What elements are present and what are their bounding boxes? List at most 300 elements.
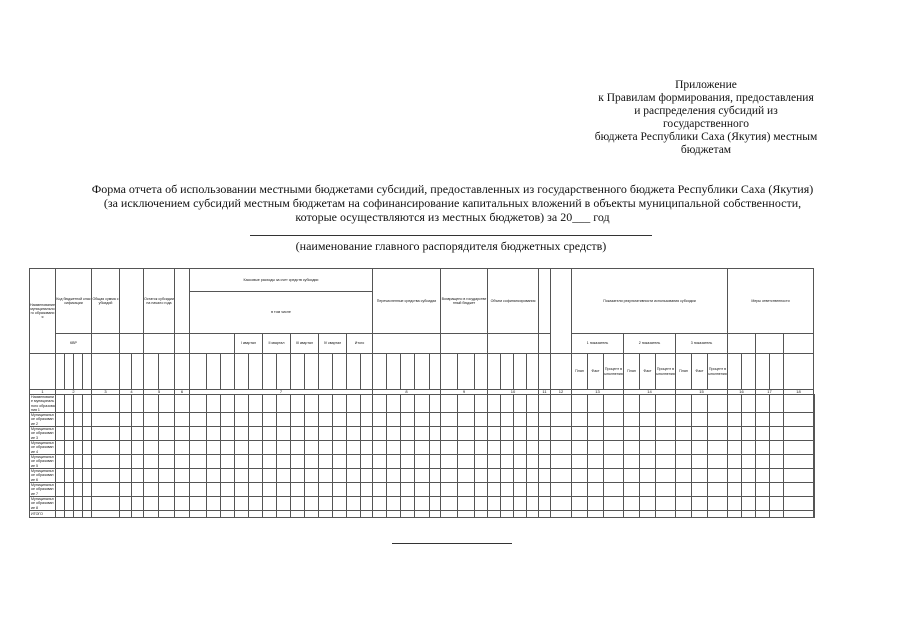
- table-cell[interactable]: [277, 413, 291, 427]
- table-cell[interactable]: [514, 395, 527, 413]
- table-cell[interactable]: [291, 455, 305, 469]
- table-cell[interactable]: [190, 469, 207, 483]
- table-cell[interactable]: [814, 455, 815, 469]
- table-cell[interactable]: [120, 455, 132, 469]
- table-cell[interactable]: [207, 469, 221, 483]
- table-cell[interactable]: [92, 469, 120, 483]
- table-cell[interactable]: [190, 441, 207, 455]
- table-cell[interactable]: [488, 497, 501, 511]
- table-cell[interactable]: [784, 395, 814, 413]
- table-cell[interactable]: [441, 497, 458, 511]
- table-cell[interactable]: [144, 413, 159, 427]
- table-cell[interactable]: [514, 441, 527, 455]
- table-cell[interactable]: [190, 483, 207, 497]
- table-cell[interactable]: [175, 469, 190, 483]
- table-cell[interactable]: [175, 395, 190, 413]
- table-cell[interactable]: [458, 427, 475, 441]
- table-cell[interactable]: [65, 483, 74, 497]
- table-cell[interactable]: [175, 427, 190, 441]
- table-cell[interactable]: [441, 469, 458, 483]
- table-cell[interactable]: [277, 441, 291, 455]
- table-cell[interactable]: [415, 483, 430, 497]
- table-cell[interactable]: [65, 497, 74, 511]
- table-cell[interactable]: [144, 395, 159, 413]
- table-cell[interactable]: [501, 511, 514, 518]
- table-cell[interactable]: [159, 511, 175, 518]
- table-cell[interactable]: [458, 455, 475, 469]
- table-cell[interactable]: [441, 427, 458, 441]
- table-cell[interactable]: [263, 413, 277, 427]
- table-cell[interactable]: [624, 469, 640, 483]
- table-cell[interactable]: [207, 427, 221, 441]
- table-cell[interactable]: [475, 469, 488, 483]
- table-cell[interactable]: [144, 483, 159, 497]
- table-cell[interactable]: [475, 395, 488, 413]
- table-cell[interactable]: [572, 427, 588, 441]
- table-cell[interactable]: [441, 511, 458, 518]
- table-cell[interactable]: [501, 483, 514, 497]
- table-cell[interactable]: [415, 395, 430, 413]
- table-cell[interactable]: [588, 413, 604, 427]
- table-cell[interactable]: [387, 483, 401, 497]
- table-cell[interactable]: [263, 511, 277, 518]
- table-cell[interactable]: [263, 441, 277, 455]
- table-cell[interactable]: [624, 511, 640, 518]
- table-cell[interactable]: [514, 469, 527, 483]
- table-cell[interactable]: [770, 441, 784, 455]
- table-cell[interactable]: [159, 497, 175, 511]
- table-cell[interactable]: [458, 395, 475, 413]
- table-cell[interactable]: [159, 441, 175, 455]
- table-cell[interactable]: [373, 511, 387, 518]
- table-cell[interactable]: [656, 483, 676, 497]
- table-cell[interactable]: [56, 441, 65, 455]
- table-cell[interactable]: [291, 497, 305, 511]
- table-cell[interactable]: [572, 497, 588, 511]
- table-cell[interactable]: [415, 455, 430, 469]
- table-cell[interactable]: [319, 455, 333, 469]
- table-cell[interactable]: [319, 469, 333, 483]
- table-cell[interactable]: [291, 441, 305, 455]
- table-cell[interactable]: [333, 497, 347, 511]
- table-cell[interactable]: [501, 427, 514, 441]
- table-cell[interactable]: [249, 441, 263, 455]
- table-cell[interactable]: [430, 469, 441, 483]
- table-cell[interactable]: [132, 441, 144, 455]
- table-cell[interactable]: [458, 497, 475, 511]
- table-cell[interactable]: [728, 427, 742, 441]
- table-cell[interactable]: [235, 469, 249, 483]
- table-cell[interactable]: [92, 455, 120, 469]
- table-cell[interactable]: [387, 395, 401, 413]
- table-cell[interactable]: [756, 469, 770, 483]
- table-cell[interactable]: [333, 395, 347, 413]
- table-cell[interactable]: [756, 427, 770, 441]
- table-cell[interactable]: [401, 427, 415, 441]
- table-cell[interactable]: [527, 511, 539, 518]
- table-cell[interactable]: [742, 413, 756, 427]
- table-cell[interactable]: [708, 511, 728, 518]
- table-cell[interactable]: [159, 427, 175, 441]
- table-cell[interactable]: [159, 413, 175, 427]
- table-cell[interactable]: [728, 413, 742, 427]
- table-cell[interactable]: [361, 511, 373, 518]
- table-cell[interactable]: [514, 455, 527, 469]
- table-cell[interactable]: [430, 483, 441, 497]
- table-cell[interactable]: [588, 483, 604, 497]
- table-cell[interactable]: [263, 455, 277, 469]
- table-cell[interactable]: [74, 427, 83, 441]
- table-cell[interactable]: [475, 441, 488, 455]
- table-cell[interactable]: [56, 395, 65, 413]
- table-cell[interactable]: [132, 497, 144, 511]
- table-cell[interactable]: [92, 511, 120, 518]
- table-cell[interactable]: [475, 497, 488, 511]
- table-cell[interactable]: [83, 413, 92, 427]
- table-cell[interactable]: [305, 413, 319, 427]
- table-cell[interactable]: [640, 395, 656, 413]
- table-cell[interactable]: [784, 413, 814, 427]
- table-cell[interactable]: [387, 469, 401, 483]
- table-cell[interactable]: [742, 469, 756, 483]
- table-cell[interactable]: [692, 413, 708, 427]
- table-cell[interactable]: [539, 395, 551, 413]
- table-cell[interactable]: [319, 413, 333, 427]
- table-cell[interactable]: [120, 441, 132, 455]
- table-cell[interactable]: [65, 395, 74, 413]
- table-cell[interactable]: [277, 483, 291, 497]
- table-cell[interactable]: [175, 497, 190, 511]
- table-cell[interactable]: [144, 441, 159, 455]
- table-cell[interactable]: [708, 455, 728, 469]
- table-cell[interactable]: [144, 455, 159, 469]
- table-cell[interactable]: [221, 455, 235, 469]
- table-cell[interactable]: [333, 483, 347, 497]
- table-cell[interactable]: [501, 455, 514, 469]
- table-cell[interactable]: [551, 483, 572, 497]
- table-cell[interactable]: [539, 469, 551, 483]
- table-cell[interactable]: [572, 511, 588, 518]
- table-cell[interactable]: [387, 497, 401, 511]
- table-cell[interactable]: [814, 441, 815, 455]
- table-cell[interactable]: [263, 483, 277, 497]
- table-cell[interactable]: [488, 441, 501, 455]
- table-cell[interactable]: [56, 455, 65, 469]
- table-cell[interactable]: [159, 455, 175, 469]
- table-cell[interactable]: [656, 413, 676, 427]
- table-cell[interactable]: [415, 497, 430, 511]
- table-cell[interactable]: [604, 483, 624, 497]
- table-cell[interactable]: [277, 497, 291, 511]
- table-cell[interactable]: [361, 441, 373, 455]
- table-cell[interactable]: [588, 427, 604, 441]
- table-cell[interactable]: [624, 395, 640, 413]
- table-cell[interactable]: [539, 413, 551, 427]
- table-cell[interactable]: [74, 413, 83, 427]
- table-cell[interactable]: [770, 497, 784, 511]
- table-cell[interactable]: [83, 469, 92, 483]
- table-cell[interactable]: [527, 483, 539, 497]
- table-cell[interactable]: [624, 483, 640, 497]
- table-cell[interactable]: [249, 395, 263, 413]
- table-cell[interactable]: [291, 469, 305, 483]
- table-cell[interactable]: [430, 395, 441, 413]
- table-cell[interactable]: [74, 441, 83, 455]
- table-cell[interactable]: [458, 511, 475, 518]
- table-cell[interactable]: [56, 511, 65, 518]
- table-cell[interactable]: [441, 441, 458, 455]
- table-cell[interactable]: [291, 395, 305, 413]
- table-cell[interactable]: [640, 511, 656, 518]
- table-cell[interactable]: [319, 511, 333, 518]
- table-cell[interactable]: [656, 469, 676, 483]
- table-cell[interactable]: [640, 413, 656, 427]
- table-cell[interactable]: [249, 469, 263, 483]
- table-cell[interactable]: [676, 511, 692, 518]
- table-cell[interactable]: [221, 427, 235, 441]
- table-cell[interactable]: [539, 441, 551, 455]
- table-cell[interactable]: [488, 455, 501, 469]
- table-cell[interactable]: [56, 483, 65, 497]
- table-cell[interactable]: [572, 455, 588, 469]
- table-cell[interactable]: [676, 427, 692, 441]
- table-cell[interactable]: [249, 427, 263, 441]
- table-cell[interactable]: [514, 413, 527, 427]
- table-cell[interactable]: [65, 469, 74, 483]
- table-cell[interactable]: [347, 427, 361, 441]
- table-cell[interactable]: [249, 413, 263, 427]
- table-cell[interactable]: [74, 469, 83, 483]
- table-cell[interactable]: [207, 413, 221, 427]
- table-cell[interactable]: [458, 483, 475, 497]
- table-cell[interactable]: [770, 427, 784, 441]
- table-cell[interactable]: [415, 413, 430, 427]
- table-cell[interactable]: [475, 483, 488, 497]
- table-cell[interactable]: [430, 427, 441, 441]
- table-cell[interactable]: [742, 497, 756, 511]
- table-cell[interactable]: [373, 497, 387, 511]
- table-cell[interactable]: [65, 441, 74, 455]
- table-cell[interactable]: [83, 455, 92, 469]
- table-cell[interactable]: [475, 413, 488, 427]
- table-cell[interactable]: [347, 511, 361, 518]
- table-cell[interactable]: [656, 441, 676, 455]
- table-cell[interactable]: [551, 441, 572, 455]
- table-cell[interactable]: [291, 427, 305, 441]
- table-cell[interactable]: [604, 427, 624, 441]
- table-cell[interactable]: [756, 497, 770, 511]
- table-cell[interactable]: [514, 427, 527, 441]
- table-cell[interactable]: [263, 469, 277, 483]
- table-cell[interactable]: [728, 455, 742, 469]
- table-cell[interactable]: [190, 427, 207, 441]
- table-cell[interactable]: [92, 395, 120, 413]
- table-cell[interactable]: [527, 413, 539, 427]
- table-cell[interactable]: [692, 427, 708, 441]
- table-cell[interactable]: [361, 483, 373, 497]
- table-cell[interactable]: [551, 395, 572, 413]
- table-cell[interactable]: [221, 511, 235, 518]
- table-cell[interactable]: [514, 483, 527, 497]
- table-cell[interactable]: [56, 469, 65, 483]
- table-cell[interactable]: [207, 395, 221, 413]
- table-cell[interactable]: [190, 413, 207, 427]
- table-cell[interactable]: [249, 511, 263, 518]
- table-cell[interactable]: [640, 427, 656, 441]
- table-cell[interactable]: [458, 441, 475, 455]
- table-cell[interactable]: [814, 413, 815, 427]
- table-cell[interactable]: [361, 413, 373, 427]
- table-cell[interactable]: [588, 497, 604, 511]
- table-cell[interactable]: [263, 427, 277, 441]
- table-cell[interactable]: [373, 469, 387, 483]
- table-cell[interactable]: [221, 395, 235, 413]
- table-cell[interactable]: [132, 455, 144, 469]
- table-cell[interactable]: [441, 455, 458, 469]
- table-cell[interactable]: [333, 427, 347, 441]
- table-cell[interactable]: [415, 427, 430, 441]
- table-cell[interactable]: [83, 483, 92, 497]
- table-cell[interactable]: [387, 413, 401, 427]
- table-cell[interactable]: [458, 413, 475, 427]
- table-cell[interactable]: [401, 511, 415, 518]
- table-cell[interactable]: [501, 497, 514, 511]
- table-cell[interactable]: [430, 455, 441, 469]
- table-cell[interactable]: [441, 413, 458, 427]
- table-cell[interactable]: [624, 413, 640, 427]
- table-cell[interactable]: [656, 511, 676, 518]
- table-cell[interactable]: [539, 483, 551, 497]
- table-cell[interactable]: [604, 441, 624, 455]
- table-cell[interactable]: [373, 455, 387, 469]
- table-cell[interactable]: [742, 441, 756, 455]
- table-cell[interactable]: [175, 413, 190, 427]
- table-cell[interactable]: [319, 395, 333, 413]
- table-cell[interactable]: [132, 511, 144, 518]
- table-cell[interactable]: [708, 395, 728, 413]
- table-cell[interactable]: [319, 427, 333, 441]
- table-cell[interactable]: [588, 469, 604, 483]
- table-cell[interactable]: [756, 413, 770, 427]
- table-cell[interactable]: [551, 427, 572, 441]
- table-cell[interactable]: [728, 395, 742, 413]
- table-cell[interactable]: [347, 441, 361, 455]
- table-cell[interactable]: [539, 497, 551, 511]
- table-cell[interactable]: [132, 483, 144, 497]
- table-cell[interactable]: [83, 395, 92, 413]
- table-cell[interactable]: [756, 441, 770, 455]
- table-cell[interactable]: [305, 441, 319, 455]
- table-cell[interactable]: [692, 469, 708, 483]
- table-cell[interactable]: [728, 483, 742, 497]
- table-cell[interactable]: [207, 497, 221, 511]
- table-cell[interactable]: [221, 413, 235, 427]
- table-cell[interactable]: [387, 427, 401, 441]
- table-cell[interactable]: [387, 441, 401, 455]
- table-cell[interactable]: [784, 497, 814, 511]
- table-cell[interactable]: [333, 511, 347, 518]
- table-cell[interactable]: [373, 413, 387, 427]
- table-cell[interactable]: [83, 497, 92, 511]
- table-cell[interactable]: [235, 497, 249, 511]
- table-cell[interactable]: [190, 395, 207, 413]
- table-cell[interactable]: [756, 511, 770, 518]
- table-cell[interactable]: [770, 469, 784, 483]
- table-cell[interactable]: [784, 441, 814, 455]
- table-cell[interactable]: [604, 395, 624, 413]
- table-cell[interactable]: [159, 395, 175, 413]
- table-cell[interactable]: [430, 441, 441, 455]
- table-cell[interactable]: [132, 413, 144, 427]
- table-cell[interactable]: [361, 427, 373, 441]
- table-cell[interactable]: [74, 455, 83, 469]
- table-cell[interactable]: [475, 455, 488, 469]
- table-cell[interactable]: [624, 427, 640, 441]
- table-cell[interactable]: [235, 427, 249, 441]
- table-cell[interactable]: [656, 497, 676, 511]
- table-cell[interactable]: [814, 427, 815, 441]
- table-cell[interactable]: [291, 483, 305, 497]
- table-cell[interactable]: [132, 427, 144, 441]
- table-cell[interactable]: [83, 441, 92, 455]
- table-cell[interactable]: [814, 395, 815, 413]
- table-cell[interactable]: [814, 469, 815, 483]
- table-cell[interactable]: [207, 483, 221, 497]
- table-cell[interactable]: [347, 413, 361, 427]
- table-cell[interactable]: [401, 441, 415, 455]
- table-cell[interactable]: [527, 395, 539, 413]
- table-cell[interactable]: [539, 427, 551, 441]
- table-cell[interactable]: [74, 483, 83, 497]
- table-cell[interactable]: [144, 511, 159, 518]
- table-cell[interactable]: [277, 427, 291, 441]
- table-cell[interactable]: [756, 455, 770, 469]
- table-cell[interactable]: [401, 455, 415, 469]
- table-cell[interactable]: [430, 497, 441, 511]
- table-cell[interactable]: [120, 395, 132, 413]
- table-cell[interactable]: [120, 511, 132, 518]
- table-cell[interactable]: [333, 441, 347, 455]
- table-cell[interactable]: [319, 441, 333, 455]
- table-cell[interactable]: [527, 497, 539, 511]
- table-cell[interactable]: [527, 469, 539, 483]
- table-cell[interactable]: [742, 427, 756, 441]
- table-cell[interactable]: [207, 441, 221, 455]
- table-cell[interactable]: [784, 483, 814, 497]
- table-cell[interactable]: [361, 497, 373, 511]
- table-cell[interactable]: [92, 413, 120, 427]
- table-cell[interactable]: [551, 455, 572, 469]
- table-cell[interactable]: [742, 395, 756, 413]
- table-cell[interactable]: [56, 497, 65, 511]
- table-cell[interactable]: [83, 511, 92, 518]
- table-cell[interactable]: [120, 469, 132, 483]
- table-cell[interactable]: [333, 413, 347, 427]
- table-cell[interactable]: [74, 511, 83, 518]
- table-cell[interactable]: [784, 469, 814, 483]
- table-cell[interactable]: [708, 497, 728, 511]
- table-cell[interactable]: [784, 427, 814, 441]
- table-cell[interactable]: [144, 469, 159, 483]
- table-cell[interactable]: [692, 441, 708, 455]
- table-cell[interactable]: [770, 413, 784, 427]
- table-cell[interactable]: [692, 395, 708, 413]
- table-cell[interactable]: [175, 455, 190, 469]
- table-cell[interactable]: [708, 483, 728, 497]
- table-cell[interactable]: [770, 455, 784, 469]
- table-cell[interactable]: [551, 511, 572, 518]
- table-cell[interactable]: [692, 483, 708, 497]
